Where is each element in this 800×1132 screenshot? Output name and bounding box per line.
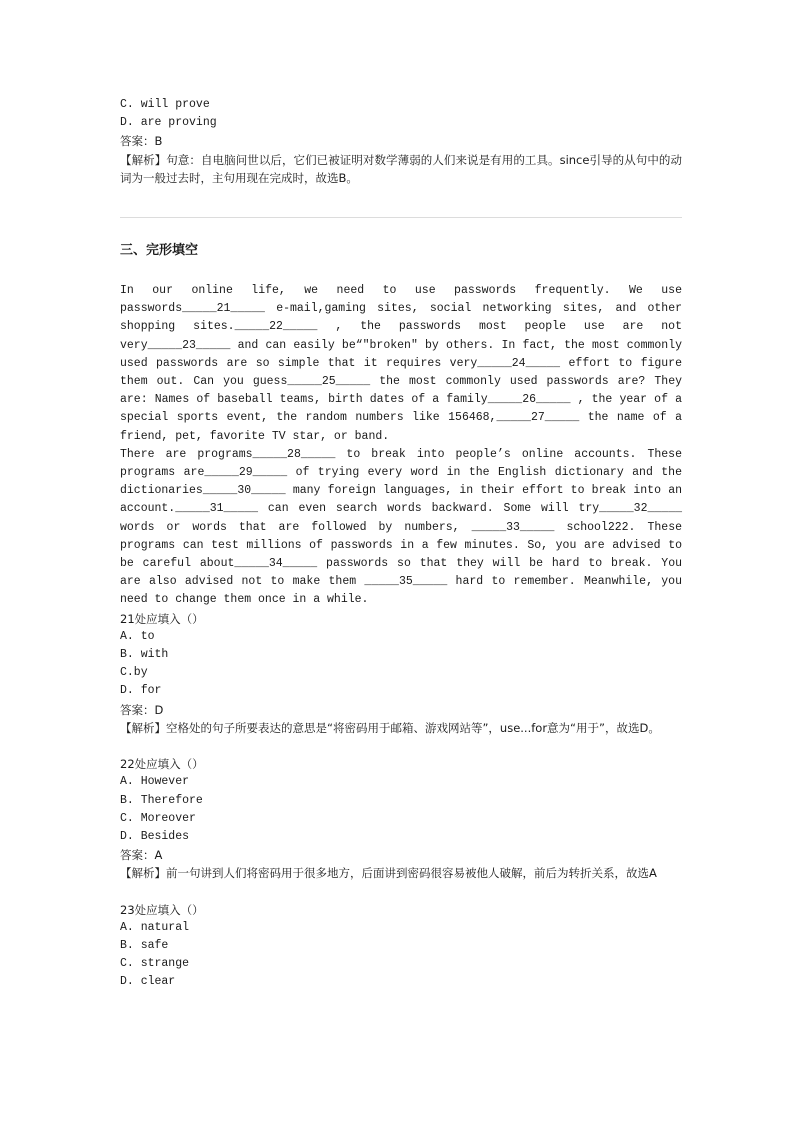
- analysis: [120, 864, 682, 882]
- question-23: [120, 901, 682, 992]
- question-stem: 21处应填入（）: [120, 611, 204, 626]
- analysis: [120, 151, 682, 187]
- option-b: B. safe: [120, 938, 169, 952]
- answer-line: 答案：B: [120, 134, 163, 149]
- question-stem: 22处应填入（）: [120, 757, 204, 772]
- option-b: B. Therefore: [120, 793, 203, 807]
- document-page: [120, 96, 682, 992]
- option-d: D. clear: [120, 975, 176, 989]
- section-title: 三、完形填空: [120, 243, 199, 259]
- option-c: C. strange: [120, 957, 190, 971]
- section-divider: [120, 217, 682, 218]
- option-d: D. are proving: [120, 116, 217, 130]
- spacer: [120, 883, 682, 901]
- answer-line: 答案：A: [120, 848, 163, 863]
- passage-paragraph-2: There are programs_____28_____ to break into people’s online accounts. These programs are_____29_____ of trying every word in the English dictionary and the dictionaries_____30_____ many foreign languages, in their effort to break into an account._____31_____ can even search words backward. Some will try_____32_____ words or words that are followed by numbers, _____33_____ school222. These programs can test millions of passwords in a few minutes. So, you are advised to be careful about_____34_____ passwords so that they will be hard to break. You are also advised not to make them _____35_____ hard to remember. Meanwhile, you need to change them once in a while.: [120, 447, 682, 607]
- previous-question: [120, 96, 682, 187]
- option-c: C. Moreover: [120, 811, 196, 825]
- answer-line: 答案：D: [120, 702, 164, 717]
- analysis-text: 句意：自电脑问世以后，它们已被证明对数学薄弱的人们来说是有用的工具。since引导的从句中的动词为一般过去时，主句用现在完成时，故选B。: [120, 152, 683, 185]
- spacer: [120, 737, 682, 755]
- option-b: B. with: [120, 648, 169, 662]
- cloze-passage: [120, 282, 682, 610]
- option-a: A. to: [120, 629, 155, 643]
- option-c: C. will prove: [120, 98, 210, 111]
- question-stem: 23处应填入（）: [120, 902, 204, 917]
- passage-paragraph-1: In our online life, we need to use passwords frequently. We use passwords_____21_____ e-mail,gaming sites, social networking sites, and other shopping sites._____22_____ , the passwords most people use are not very_____23_____ and can easily be“"broken" by others. In fact, the most commonly used passwords are so simple that it requires very_____24_____ effort to figure them out. Can you guess_____25_____ the most commonly used passwords are? They are: Names of baseball teams, birth dates of a family_____26_____ , the year of a special sports event, the random numbers like 156468,_____27_____ the name of a friend, pet, favorite TV star, or band.: [120, 284, 682, 443]
- analysis: [120, 719, 682, 737]
- option-a: A. natural: [120, 920, 190, 934]
- analysis-label: 【解析】: [120, 720, 166, 735]
- question-21: [120, 610, 682, 737]
- question-22: [120, 755, 682, 882]
- option-d: D. Besides: [120, 829, 190, 843]
- option-d: D. for: [120, 684, 162, 698]
- option-a: A. However: [120, 775, 190, 789]
- analysis-text: 前一句讲到人们将密码用于很多地方，后面讲到密码很容易被他人破解，前后为转折关系，故选A: [166, 866, 657, 881]
- analysis-label: 【解析】: [120, 152, 167, 167]
- analysis-text: 空格处的句子所要表达的意思是“将密码用于邮箱、游戏网站等”，use...for意为“用于”，故选D。: [166, 720, 660, 735]
- option-c: C.by: [120, 666, 148, 680]
- analysis-label: 【解析】: [120, 866, 166, 881]
